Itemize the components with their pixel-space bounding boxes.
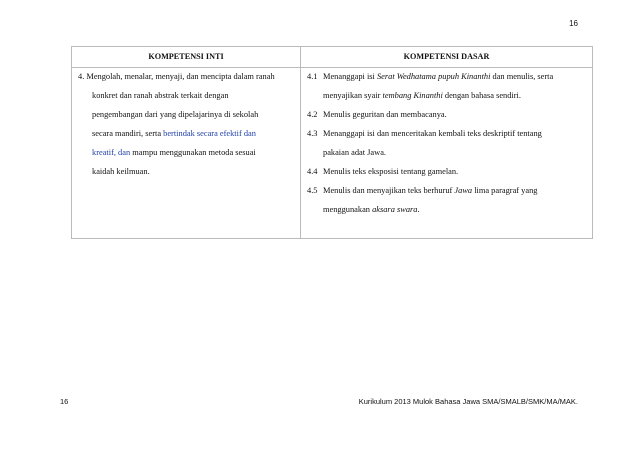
ki-text: secara mandiri, serta [92, 129, 162, 138]
kd-text: menyajikan syair [323, 91, 383, 100]
ki-line [78, 148, 296, 167]
ki-highlight-text: kreatif, dan [92, 148, 131, 157]
ki-line: 4. Mengolah, menalar, menyaji, dan mencipta dalam ranah [78, 72, 275, 81]
kd-text: Menanggapi isi [323, 72, 377, 81]
kd-item-4-1 [307, 72, 588, 110]
kd-item-4-5 [307, 186, 588, 224]
kd-line [323, 91, 588, 110]
ki-highlight-text: bertindak secara efektif dan [163, 129, 256, 138]
kd-italic-text: Serat Wedhatama pupuh Kinanthi [376, 72, 491, 81]
ki-line [78, 129, 296, 148]
ki-line: pengembangan dari yang dipelajarinya di sekolah [92, 110, 259, 119]
kd-line: pakaian adat Jawa. [323, 148, 387, 157]
kd-line: Menulis geguritan dan membacanya. [323, 110, 447, 119]
kd-item-4-4 [307, 167, 588, 186]
kd-text: Menulis dan menyajikan teks berhuruf [323, 186, 455, 195]
kd-text: dan menulis, serta [490, 72, 554, 81]
kd-number: 4.2 [307, 110, 318, 119]
header-kompetensi-inti: KOMPETENSI INTI [72, 47, 301, 68]
kd-italic-text: Jawa [454, 186, 473, 195]
header-page-number: 16 [569, 19, 578, 28]
kd-line: Menulis teks eksposisi tentang gamelan. [323, 167, 459, 176]
table-row [72, 68, 593, 239]
kd-line [323, 72, 588, 91]
kd-number: 4.3 [307, 129, 318, 138]
ki-cell [72, 68, 301, 239]
kd-number: 4.1 [307, 72, 318, 81]
kd-number: 4.5 [307, 186, 318, 195]
kd-italic-text: aksara swara [372, 205, 418, 214]
ki-text: mampu menggunakan metoda sesuai [132, 148, 256, 157]
kd-line [323, 186, 588, 205]
ki-line: konkret dan ranah abstrak terkait dengan [92, 91, 229, 100]
kd-italic-text: tembang Kinanthi [382, 91, 443, 100]
kd-line: Menanggapi isi dan menceritakan kembali teks deskriptif tentang [323, 129, 542, 138]
kd-item-4-2 [307, 110, 588, 129]
kd-text: menggunakan [323, 205, 373, 214]
kd-line [323, 205, 588, 224]
kd-item-4-3 [307, 129, 588, 167]
ki-line: kaidah keilmuan. [92, 167, 150, 176]
kd-text: lima paragraf yang [472, 186, 538, 195]
kd-text: dengan bahasa sendiri. [442, 91, 521, 100]
header-kompetensi-dasar: KOMPETENSI DASAR [301, 47, 593, 68]
table-header-row [72, 47, 593, 68]
kd-number: 4.4 [307, 167, 318, 176]
kd-cell [301, 68, 593, 239]
competency-table [71, 46, 593, 239]
footer-title: Kurikulum 2013 Mulok Bahasa Jawa SMA/SMALB/SMK/MA/MAK. [358, 397, 578, 406]
kd-text: . [417, 205, 420, 214]
footer-page-number: 16 [60, 397, 69, 406]
